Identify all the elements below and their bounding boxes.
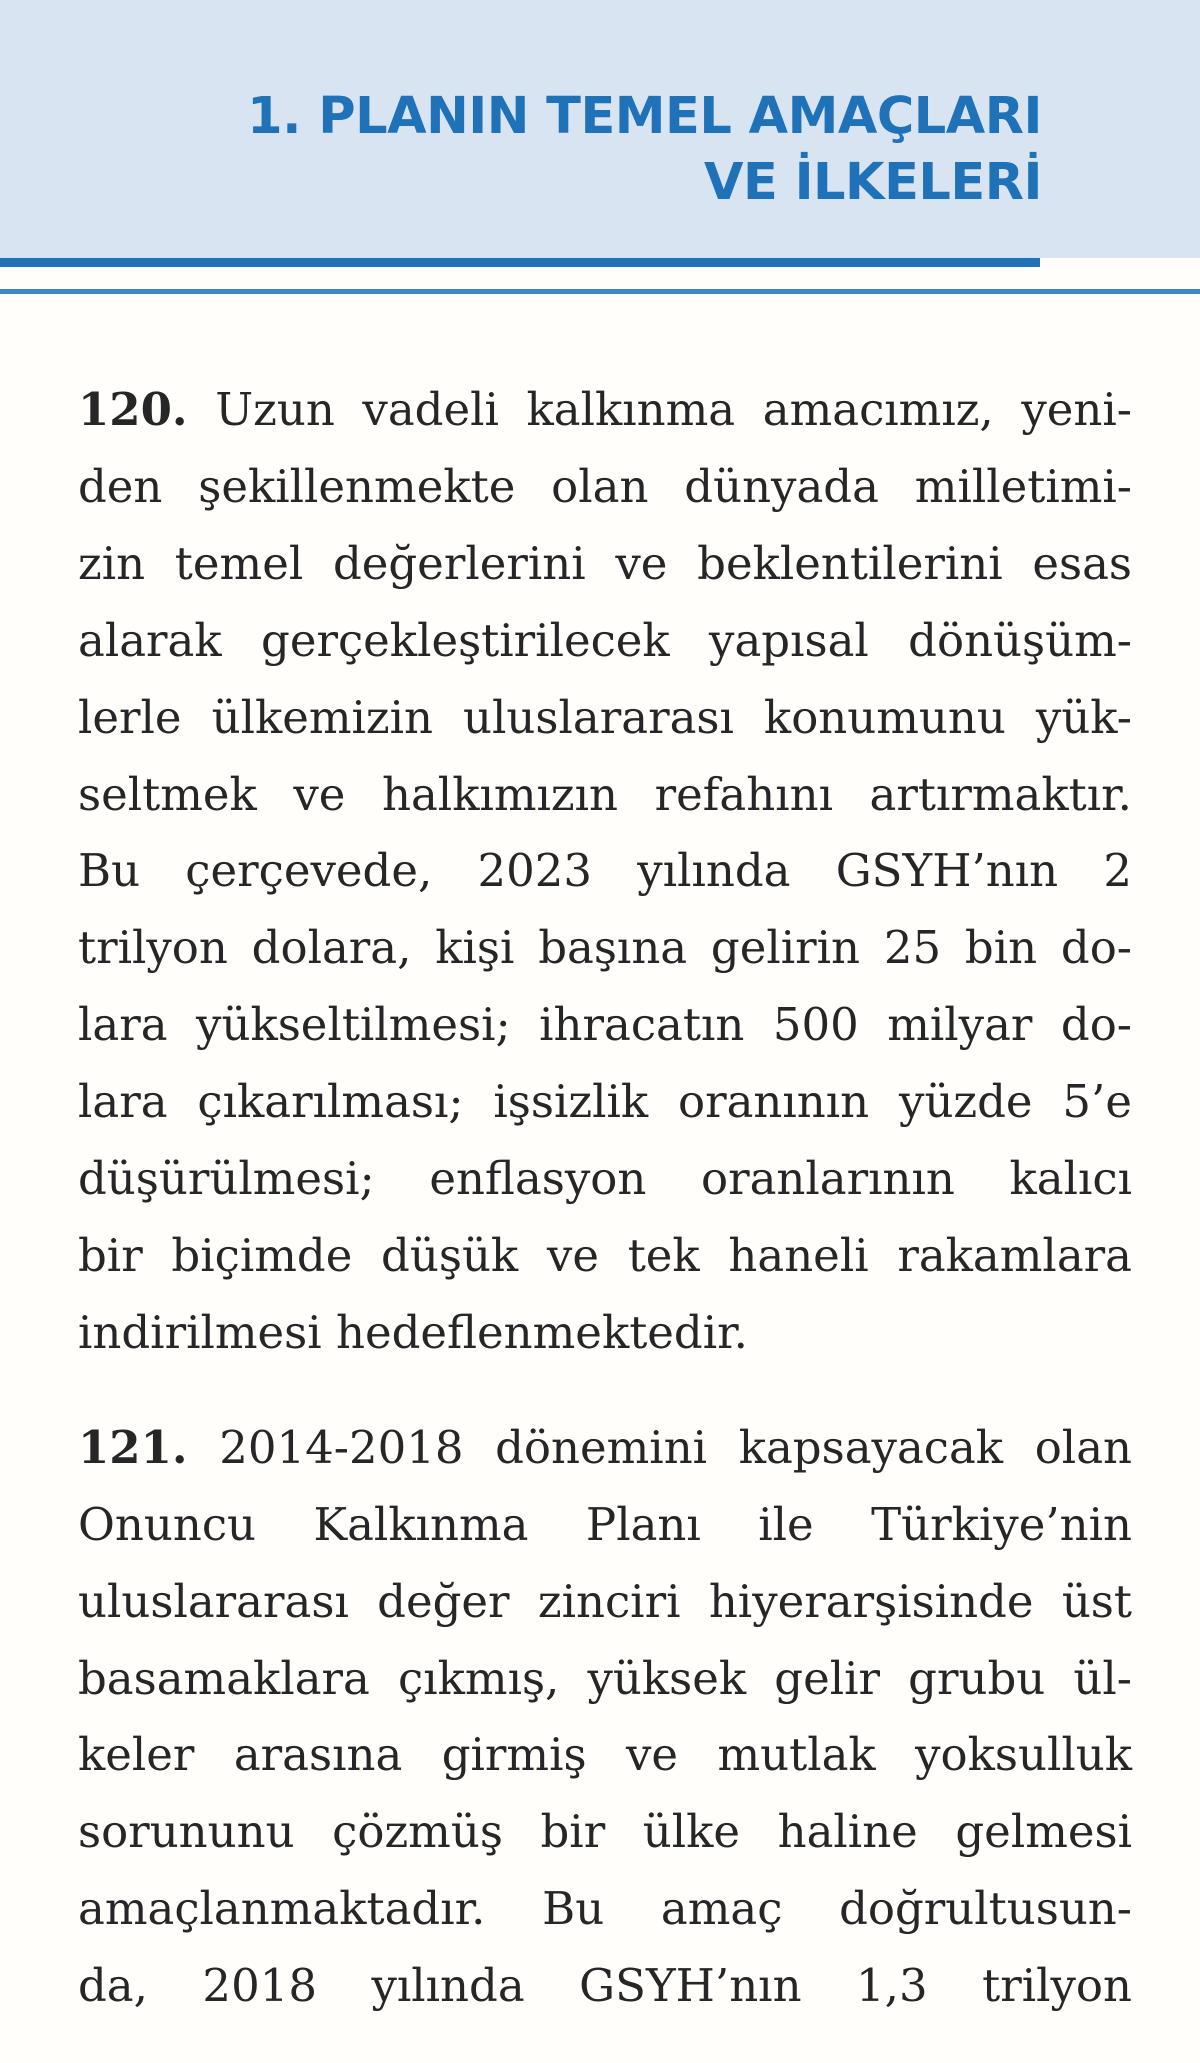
text-line: bir biçimde düşük ve tek haneli rakamlara — [78, 1228, 1132, 1282]
section-title-line-1: 1. PLANIN TEMEL AMAÇLARI — [247, 87, 1042, 146]
text-line: amaçlanmaktadır. Bu amaç doğrultusun- — [78, 1882, 1132, 1936]
section-title — [247, 84, 1042, 216]
text-line: indirilmesi hedeflenmektedir. — [78, 1305, 748, 1359]
text-line: basamaklara çıkmış, yüksek gelir grubu ül- — [78, 1651, 1132, 1705]
text-line: 121. 2014-2018 dönemini kapsayacak olan — [78, 1420, 1133, 1474]
text-line: zin temel değerlerini ve beklentilerini esas — [78, 536, 1132, 590]
text-line: keler arasına girmiş ve mutlak yoksulluk — [78, 1728, 1132, 1782]
body-text — [78, 372, 1132, 2063]
paragraph-number: 121. — [78, 1420, 188, 1474]
text-line: lara çıkarılması; işsizlik oranının yüzde 5’e — [78, 1075, 1132, 1129]
paragraph-number: 120. — [78, 383, 188, 436]
text-line: 120. Uzun vadeli kalkınma amacımız, yeni- — [78, 383, 1132, 436]
text-line: Onuncu Kalkınma Planı ile Türkiye’nin — [78, 1497, 1132, 1551]
text-line: da, 2018 yılında GSYH’nın 1,3 trilyon — [78, 1959, 1132, 2013]
text-line: seltmek ve halkımızın refahını artırmaktır. — [78, 767, 1132, 821]
text-line: sorununu çözmüş bir ülke haline gelmesi — [78, 1805, 1132, 1859]
text-line: alarak gerçekleştirilecek yapısal dönüşüm- — [78, 613, 1132, 667]
text-line: Bu çerçevede, 2023 yılında GSYH’nın 2 — [78, 844, 1132, 898]
text-line: den şekillenmekte olan dünyada milletimi- — [78, 459, 1132, 513]
paragraph-120 — [78, 372, 1132, 1372]
header-divider-thick — [0, 258, 1040, 267]
section-title-line-2: VE İLKELERİ — [704, 153, 1042, 212]
text-line: trilyon dolara, kişi başına gelirin 25 bin do- — [78, 921, 1132, 975]
text-line: düşürülmesi; enflasyon oranlarının kalıcı — [78, 1152, 1132, 1206]
paragraph-121 — [78, 1410, 1132, 2025]
text-line: lara yükseltilmesi; ihracatın 500 milyar do- — [78, 998, 1132, 1052]
text-line: uluslararası değer zinciri hiyerarşisinde üst — [78, 1574, 1132, 1628]
header-divider-thin — [0, 289, 1200, 294]
text-line: lerle ülkemizin uluslararası konumunu yük- — [78, 690, 1132, 744]
